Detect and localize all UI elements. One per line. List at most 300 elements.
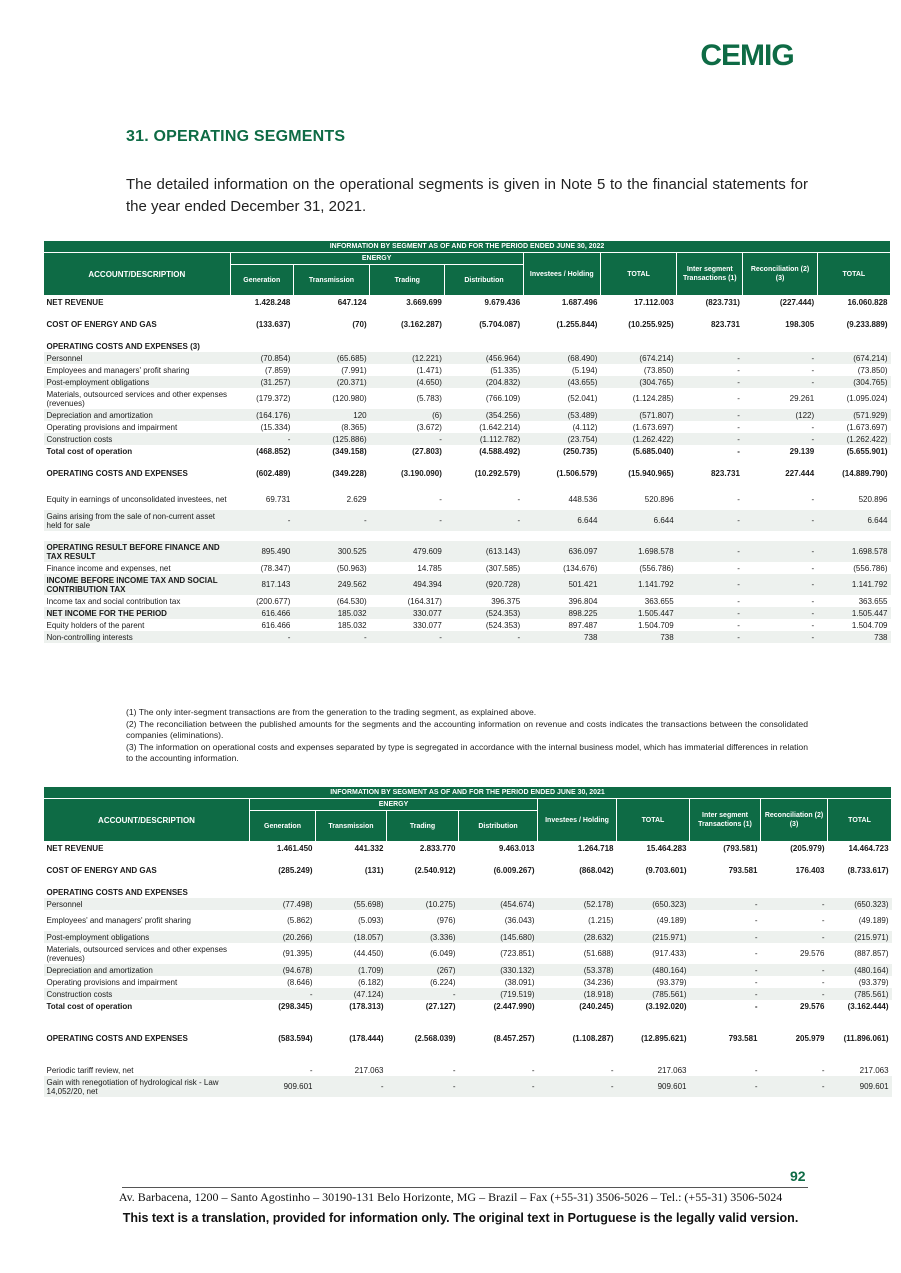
value-cell: (38.091) <box>504 977 535 987</box>
value-cell: - <box>690 898 761 910</box>
value-cell: - <box>754 1001 758 1011</box>
row-label: Construction costs <box>44 433 231 445</box>
footnotes <box>126 707 808 765</box>
value-cell: (7.859) <box>265 365 291 375</box>
row-label: Post-employment obligations <box>44 931 250 943</box>
spacer-row <box>44 854 892 864</box>
table-row <box>44 409 891 421</box>
value-cell: - <box>811 495 815 504</box>
svg-text:CEMIG: CEMIG <box>700 39 794 72</box>
row-label: Gain with renegotiation of hydrological risk - Law 14,052/20, net <box>44 1076 250 1097</box>
segment-table-2021 <box>43 786 892 1097</box>
value-cell: (766.109) <box>485 394 521 403</box>
row-label: Non-controlling interests <box>44 631 231 643</box>
row-label: Employees' and managers' profit sharing <box>46 916 191 925</box>
value-cell: (10.275) <box>387 898 459 910</box>
value-cell: (3.162.287) <box>400 319 442 329</box>
value-cell: (65.685) <box>293 352 369 364</box>
value-cell <box>743 340 817 352</box>
col-header: TOTAL <box>828 799 892 842</box>
value-cell: 217.063 <box>859 1065 889 1075</box>
row-label: Periodic tariff review, net <box>46 1065 134 1075</box>
value-cell: - <box>531 1065 535 1075</box>
value-cell: - <box>821 916 825 925</box>
table-row <box>44 364 891 376</box>
value-cell: - <box>370 433 445 445</box>
value-cell: - <box>316 1076 387 1097</box>
row-label: Equity holders of the parent <box>46 620 145 630</box>
value-cell: 895.490 <box>230 541 293 562</box>
value-cell: 176.403 <box>795 865 825 875</box>
row-label: Depreciation and amortization <box>44 409 231 421</box>
value-cell: - <box>690 1076 761 1097</box>
value-cell: (6) <box>370 409 445 421</box>
value-cell: (349.228) <box>332 468 367 478</box>
value-cell: (5.862) <box>287 916 313 925</box>
value-cell: - <box>737 596 740 606</box>
value-cell: - <box>811 422 815 432</box>
row-label: Construction costs <box>44 988 250 1000</box>
value-cell: (456.964) <box>445 352 523 364</box>
value-cell: (823.731) <box>705 297 740 307</box>
value-cell: (5.655.901) <box>846 446 888 456</box>
value-cell: (31.257) <box>230 376 293 388</box>
value-cell: - <box>811 563 815 573</box>
spacer-cell <box>44 457 891 467</box>
value-cell: (78.347) <box>260 563 291 573</box>
spacer-cell <box>44 876 892 886</box>
row-label: Total cost of operation <box>46 1001 133 1011</box>
table-row <box>44 510 891 531</box>
col-header: TOTAL <box>617 799 690 842</box>
table-row <box>44 607 891 619</box>
row-label: NET REVENUE <box>46 297 104 307</box>
value-cell <box>690 886 761 898</box>
value-cell: (1.262.422) <box>817 433 890 445</box>
value-cell: (304.765) <box>600 376 676 388</box>
value-cell: 1.461.450 <box>276 843 313 853</box>
col-header: Inter segment Transactions (1) <box>690 799 761 842</box>
table-row <box>44 433 891 445</box>
value-cell <box>523 340 600 352</box>
row-label: Personnel <box>44 898 250 910</box>
row-label: OPERATING COSTS AND EXPENSES (3) <box>46 341 200 351</box>
value-cell: (887.857) <box>854 949 889 958</box>
value-cell: - <box>743 352 817 364</box>
row-label: Total cost of operation <box>46 446 133 456</box>
col-header: Generation <box>250 811 316 842</box>
value-cell: - <box>293 631 369 643</box>
cemig-logo <box>687 36 807 72</box>
value-cell: - <box>309 1065 313 1075</box>
value-cell: 2.833.770 <box>419 843 456 853</box>
value-cell: 909.601 <box>250 1076 316 1097</box>
value-cell: 396.375 <box>491 596 521 606</box>
value-cell: (304.765) <box>817 376 890 388</box>
value-cell: (1.506.579) <box>556 468 598 478</box>
value-cell: 120 <box>293 409 369 421</box>
value-cell <box>445 340 523 352</box>
value-cell: 494.394 <box>370 574 445 595</box>
value-cell: (122) <box>743 409 817 421</box>
row-label: OPERATING COSTS AND EXPENSES <box>46 1033 188 1043</box>
value-cell: (480.164) <box>828 964 892 976</box>
value-cell: (15.940.965) <box>628 468 674 478</box>
row-label: Operating provisions and impairment <box>46 422 178 432</box>
value-cell: 1.698.578 <box>600 541 676 562</box>
col-header: Transmission <box>293 265 369 296</box>
value-cell: (73.850) <box>643 365 674 375</box>
value-cell <box>677 340 743 352</box>
footnote: (3) The information on operational costs and expenses separated by type is segregated in accordance with the internal business model, which has immaterial differences in relation to the accounting information. <box>126 741 808 764</box>
value-cell: (8.365) <box>341 422 367 432</box>
value-cell: - <box>677 607 743 619</box>
row-label: Post-employment obligations <box>44 376 231 388</box>
value-cell: (164.176) <box>230 409 293 421</box>
value-cell: 396.804 <box>568 596 598 606</box>
row-label: OPERATING COSTS AND EXPENSES <box>46 468 188 478</box>
value-cell: (480.164) <box>617 964 690 976</box>
table-row <box>44 388 891 409</box>
value-cell: 1.141.792 <box>600 574 676 595</box>
value-cell: 1.505.447 <box>817 607 890 619</box>
value-cell: - <box>230 631 293 643</box>
value-cell: - <box>743 433 817 445</box>
table-row <box>44 340 891 352</box>
row-label: OPERATING RESULT BEFORE FINANCE AND TAX RESULT <box>44 541 231 562</box>
value-cell: (1.709) <box>316 964 387 976</box>
page-number: 92 <box>790 1168 806 1184</box>
col-header: Inter segment Transactions (1) <box>677 253 743 296</box>
table-row <box>44 574 891 595</box>
value-cell: (70.854) <box>230 352 293 364</box>
value-cell: 185.032 <box>337 620 367 630</box>
value-cell: 793.581 <box>728 865 758 875</box>
value-cell: (55.698) <box>316 898 387 910</box>
value-cell: 3.669.699 <box>406 297 442 307</box>
value-cell: (4.588.492) <box>479 446 521 456</box>
value-cell: - <box>743 607 817 619</box>
spacer-row <box>44 457 891 467</box>
value-cell: (14.889.790) <box>842 468 888 478</box>
value-cell: 441.332 <box>354 843 384 853</box>
value-cell: 249.562 <box>293 574 369 595</box>
value-cell: (53.378) <box>538 964 617 976</box>
value-cell: - <box>690 964 761 976</box>
table-row <box>44 467 891 479</box>
table-row <box>44 910 892 931</box>
value-cell: (120.980) <box>332 394 367 403</box>
table-row <box>44 489 891 510</box>
value-cell: 898.225 <box>523 607 600 619</box>
translation-disclaimer: This text is a translation, provided for information only. The original text in Portuguese is the legally valid version. <box>122 1211 799 1225</box>
value-cell: - <box>737 365 740 375</box>
value-cell <box>459 886 538 898</box>
table-row <box>44 445 891 457</box>
value-cell: - <box>230 433 293 445</box>
spacer-row <box>44 1054 892 1064</box>
value-cell: - <box>677 510 743 531</box>
value-cell: 647.124 <box>337 297 367 307</box>
value-cell: (5.685.040) <box>632 446 674 456</box>
value-cell: (9.703.601) <box>645 865 687 875</box>
value-cell: (15.334) <box>260 422 291 432</box>
table-row <box>44 1076 892 1097</box>
value-cell: (468.852) <box>256 446 291 456</box>
value-cell: 29.576 <box>800 949 825 958</box>
value-cell: - <box>761 1076 828 1097</box>
value-cell: (1.215) <box>588 916 614 925</box>
value-cell: (1.124.285) <box>632 394 674 403</box>
value-cell: - <box>677 352 743 364</box>
row-label: Materials, outsourced services and other expenses (revenues) <box>46 389 228 408</box>
value-cell: 69.731 <box>265 495 291 504</box>
value-cell: - <box>821 1065 825 1075</box>
value-cell: (9.233.889) <box>846 319 888 329</box>
value-cell: (204.832) <box>445 376 523 388</box>
value-cell: 1.505.447 <box>600 607 676 619</box>
value-cell: - <box>293 510 369 531</box>
table-row <box>44 988 892 1000</box>
value-cell <box>293 340 369 352</box>
value-cell: (556.786) <box>639 563 674 573</box>
col-header: Trading <box>387 811 459 842</box>
row-label: Gains arising from the sale of non-current asset held for sale <box>44 510 231 531</box>
value-cell: 1.504.709 <box>638 620 674 630</box>
value-cell: (330.132) <box>459 964 538 976</box>
value-cell: (524.353) <box>485 620 521 630</box>
table-row <box>44 1064 892 1076</box>
value-cell: (583.594) <box>278 1033 313 1043</box>
table-row <box>44 421 891 433</box>
value-cell: (3.190.090) <box>400 468 442 478</box>
table-row <box>44 898 892 910</box>
value-cell: (77.498) <box>250 898 316 910</box>
table-row <box>44 964 892 976</box>
value-cell: - <box>370 510 445 531</box>
value-cell: 738 <box>817 631 890 643</box>
value-cell: (4.650) <box>370 376 445 388</box>
value-cell: (36.043) <box>504 916 535 925</box>
footnote: (2) The reconciliation between the published amounts for the segments and the accounting information on revenue and costs indicates the transactions between the consolidated companies (eliminations). <box>126 718 808 741</box>
value-cell: 217.063 <box>657 1065 687 1075</box>
value-cell: (23.754) <box>523 433 600 445</box>
value-cell: (674.214) <box>817 352 890 364</box>
table-row <box>44 1022 892 1054</box>
value-cell: (2.568.039) <box>414 1033 456 1043</box>
value-cell: 909.601 <box>617 1076 690 1097</box>
value-cell: 817.143 <box>230 574 293 595</box>
value-cell: - <box>761 964 828 976</box>
value-cell: (227.444) <box>779 297 815 307</box>
value-cell: - <box>230 510 293 531</box>
value-cell: - <box>761 898 828 910</box>
value-cell: - <box>737 422 740 432</box>
value-cell: 897.487 <box>568 620 598 630</box>
value-cell: (51.335) <box>490 365 521 375</box>
value-cell: (145.680) <box>459 931 538 943</box>
value-cell <box>370 340 445 352</box>
value-cell: (93.379) <box>858 977 889 987</box>
value-cell: (1.255.844) <box>556 319 598 329</box>
value-cell: (571.807) <box>600 409 676 421</box>
row-label: Operating provisions and impairment <box>46 977 178 987</box>
intro-paragraph: The detailed information on the operational segments is given in Note 5 to the financial statements for the year ended December 31, 2021. <box>126 176 808 215</box>
value-cell: 6.644 <box>600 510 676 531</box>
value-cell: (650.323) <box>828 898 892 910</box>
value-cell: (134.676) <box>563 563 598 573</box>
value-cell: (28.632) <box>538 931 617 943</box>
value-cell: (12.895.621) <box>641 1033 687 1043</box>
value-cell: - <box>737 495 740 504</box>
value-cell: (51.688) <box>583 949 614 958</box>
value-cell: - <box>811 620 815 630</box>
value-cell: (785.561) <box>617 988 690 1000</box>
value-cell: (2.447.990) <box>493 1001 535 1011</box>
value-cell: (3.192.020) <box>645 1001 687 1011</box>
footer-address: Av. Barbacena, 1200 – Santo Agostinho – 30190-131 Belo Horizonte, MG – Brazil – Fax (+55-31) 3506-5026 – Tel.: (+55-31) 3506-5024 <box>118 1190 783 1204</box>
row-label: Personnel <box>44 352 231 364</box>
table-row <box>44 562 891 574</box>
value-cell: (1.471) <box>416 365 442 375</box>
row-label: COST OF ENERGY AND GAS <box>46 865 157 875</box>
value-cell: - <box>811 365 815 375</box>
value-cell: (34.236) <box>583 977 614 987</box>
value-cell: 330.077 <box>370 607 445 619</box>
value-cell: 6.644 <box>817 510 890 531</box>
footnote: (1) The only inter-segment transactions are from the generation to the trading segment, as explained above. <box>126 707 537 717</box>
value-cell: 29.139 <box>789 446 815 456</box>
value-cell <box>250 886 316 898</box>
value-cell: (454.674) <box>459 898 538 910</box>
table-title: INFORMATION BY SEGMENT AS OF AND FOR THE PERIOD ENDED JUNE 30, 2021 <box>44 787 892 799</box>
col-header: Reconciliation (2) (3) <box>743 253 817 296</box>
value-cell: (179.372) <box>256 394 291 403</box>
value-cell <box>230 340 293 352</box>
value-cell: 1.428.248 <box>254 297 291 307</box>
spacer-row <box>44 876 892 886</box>
col-header: TOTAL <box>817 253 890 296</box>
value-cell: 227.444 <box>785 468 815 478</box>
row-label: Finance income and expenses, net <box>46 563 171 573</box>
value-cell: (307.585) <box>485 563 521 573</box>
value-cell: - <box>743 376 817 388</box>
value-cell: (1.642.214) <box>479 422 521 432</box>
value-cell: (20.371) <box>293 376 369 388</box>
section-heading: 31. OPERATING SEGMENTS <box>126 128 346 145</box>
table-row <box>44 541 891 562</box>
spacer-cell <box>44 1012 892 1022</box>
value-cell: - <box>538 1076 617 1097</box>
value-cell: (719.519) <box>459 988 538 1000</box>
value-cell: - <box>754 977 758 987</box>
value-cell: - <box>811 596 815 606</box>
value-cell: (6.224) <box>430 977 456 987</box>
value-cell: - <box>677 409 743 421</box>
value-cell: 205.979 <box>795 1033 825 1043</box>
value-cell: (10.292.579) <box>474 468 521 478</box>
row-label: OPERATING COSTS AND EXPENSES <box>46 887 188 897</box>
value-cell: 738 <box>600 631 676 643</box>
value-cell: (215.971) <box>617 931 690 943</box>
table-row <box>44 352 891 364</box>
value-cell: - <box>445 631 523 643</box>
value-cell: - <box>690 931 761 943</box>
value-cell: (178.313) <box>349 1001 384 1011</box>
value-cell: (2.540.912) <box>414 865 456 875</box>
value-cell: - <box>754 1065 758 1075</box>
value-cell: (12.221) <box>370 352 445 364</box>
value-cell: - <box>743 510 817 531</box>
value-cell: (91.395) <box>282 949 313 958</box>
table-row <box>44 842 892 855</box>
value-cell: (524.353) <box>445 607 523 619</box>
value-cell: - <box>250 988 316 1000</box>
value-cell: (8.733.617) <box>847 865 889 875</box>
row-label: Equity in earnings of unconsolidated investees, net <box>46 495 227 504</box>
value-cell: 1.687.496 <box>561 297 598 307</box>
value-cell: 636.097 <box>523 541 600 562</box>
value-cell: (354.256) <box>445 409 523 421</box>
value-cell: - <box>743 541 817 562</box>
spacer-row <box>44 479 891 489</box>
table-row <box>44 318 891 330</box>
value-cell: 1.504.709 <box>851 620 888 630</box>
value-cell: 363.655 <box>644 596 674 606</box>
value-cell: (94.678) <box>250 964 316 976</box>
spacer-row <box>44 308 891 318</box>
col-header: Transmission <box>316 811 387 842</box>
value-cell: (868.042) <box>579 865 614 875</box>
value-cell: 616.466 <box>261 620 291 630</box>
value-cell: (18.918) <box>538 988 617 1000</box>
value-cell: 14.785 <box>417 563 442 573</box>
value-cell: (6.049) <box>430 949 456 958</box>
value-cell: - <box>459 1076 538 1097</box>
value-cell: - <box>677 574 743 595</box>
value-cell: - <box>821 977 825 987</box>
col-header: Trading <box>370 265 445 296</box>
value-cell: 2.629 <box>346 495 367 504</box>
value-cell: - <box>677 433 743 445</box>
value-cell: 17.112.003 <box>634 297 674 307</box>
account-header: ACCOUNT/DESCRIPTION <box>44 799 250 842</box>
value-cell: (164.317) <box>407 596 442 606</box>
value-cell: 520.896 <box>644 495 674 504</box>
value-cell: (11.896.061) <box>843 1033 889 1043</box>
value-cell: (917.433) <box>652 949 687 958</box>
value-cell: (215.971) <box>828 931 892 943</box>
value-cell: (6.009.267) <box>493 865 535 875</box>
value-cell: (70) <box>352 319 367 329</box>
value-cell: (20.266) <box>250 931 316 943</box>
value-cell: (27.803) <box>412 446 442 456</box>
value-cell: (5.704.087) <box>479 319 521 329</box>
value-cell: (49.189) <box>858 916 889 925</box>
table-row <box>44 1000 892 1012</box>
value-cell: - <box>517 495 521 504</box>
value-cell: (27.127) <box>425 1001 456 1011</box>
table-row <box>44 631 891 643</box>
table-title: INFORMATION BY SEGMENT AS OF AND FOR THE PERIOD ENDED JUNE 30, 2022 <box>44 241 891 253</box>
value-cell: (3.162.444) <box>847 1001 889 1011</box>
value-cell: 217.063 <box>354 1065 384 1075</box>
value-cell: (10.255.925) <box>628 319 674 329</box>
value-cell: (571.929) <box>817 409 890 421</box>
value-cell: - <box>690 988 761 1000</box>
value-cell: - <box>737 394 740 403</box>
value-cell: 448.536 <box>568 495 598 504</box>
